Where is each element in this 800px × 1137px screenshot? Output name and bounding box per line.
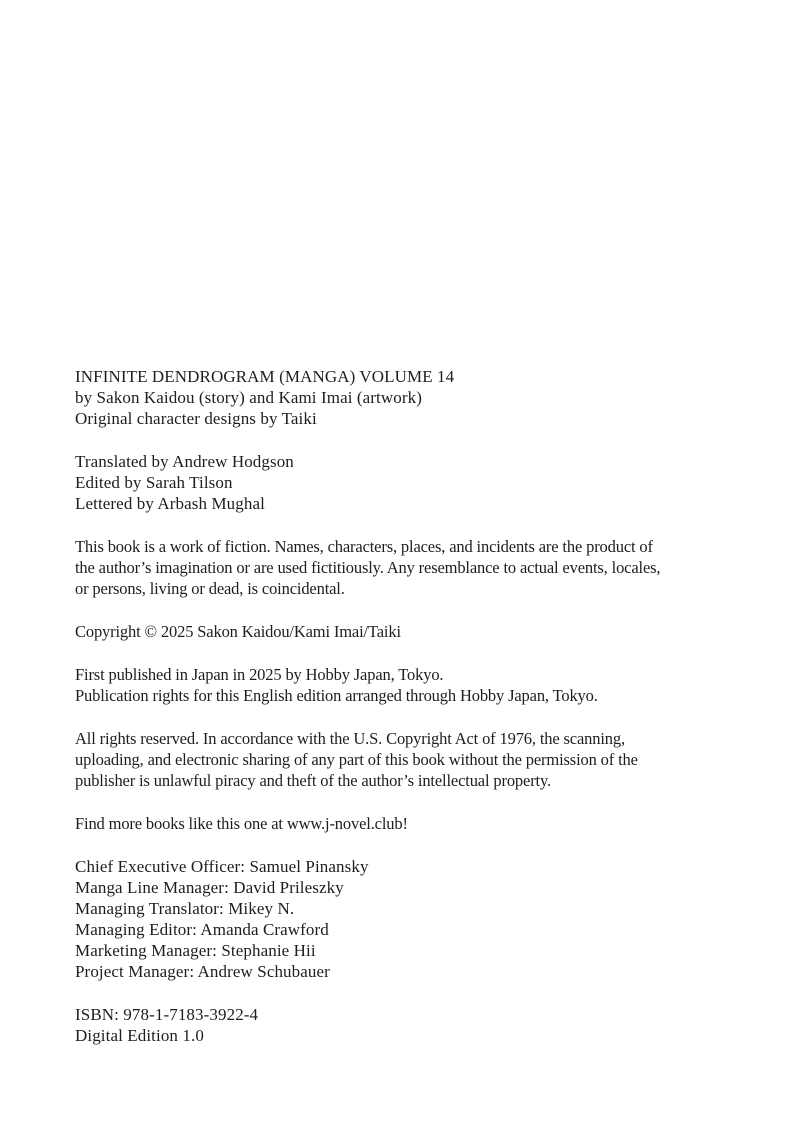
rights-notice-block — [75, 728, 740, 791]
book-title-block — [75, 366, 740, 429]
rights-notice-line: uploading, and electronic sharing of any part of this book without the permission of the — [75, 750, 638, 769]
character-designer-credit: Original character designs by Taiki — [75, 409, 317, 428]
isbn-line: ISBN: 978-1-7183-3922-4 — [75, 1005, 259, 1024]
copyright-block — [75, 621, 740, 642]
disclaimer-line: or persons, living or dead, is coincidental. — [75, 579, 345, 598]
rights-notice-line: All rights reserved. In accordance with the U.S. Copyright Act of 1976, the scanning, — [75, 729, 625, 748]
book-authors: by Sakon Kaidou (story) and Kami Imai (artwork) — [75, 388, 422, 407]
ceo-credit: Chief Executive Officer: Samuel Pinansky — [75, 857, 369, 876]
manga-line-manager-credit: Manga Line Manager: David Prileszky — [75, 878, 344, 897]
fiction-disclaimer-block — [75, 536, 740, 599]
localization-credits-block — [75, 451, 740, 514]
first-published-line: First published in Japan in 2025 by Hobby Japan, Tokyo. — [75, 665, 444, 684]
promo-line: Find more books like this one at www.j-novel.club! — [75, 814, 408, 833]
translator-credit: Translated by Andrew Hodgson — [75, 452, 294, 471]
letterer-credit: Lettered by Arbash Mughal — [75, 494, 265, 513]
disclaimer-line: the author’s imagination or are used fictitiously. Any resemblance to actual events, locales, — [75, 558, 661, 577]
rights-notice-line: publisher is unlawful piracy and theft of the author’s intellectual property. — [75, 771, 551, 790]
project-manager-credit: Project Manager: Andrew Schubauer — [75, 962, 330, 981]
edition-info-block — [75, 1004, 740, 1046]
digital-edition-line: Digital Edition 1.0 — [75, 1026, 204, 1045]
managing-editor-credit: Managing Editor: Amanda Crawford — [75, 920, 329, 939]
publication-rights-line: Publication rights for this English edition arranged through Hobby Japan, Tokyo. — [75, 686, 598, 705]
editor-credit: Edited by Sarah Tilson — [75, 473, 233, 492]
managing-translator-credit: Managing Translator: Mikey N. — [75, 899, 295, 918]
marketing-manager-credit: Marketing Manager: Stephanie Hii — [75, 941, 316, 960]
staff-credits-block — [75, 856, 740, 982]
copyright-notice: Copyright © 2025 Sakon Kaidou/Kami Imai/Taiki — [75, 622, 401, 641]
book-title: INFINITE DENDROGRAM (MANGA) VOLUME 14 — [75, 367, 455, 386]
publication-block — [75, 664, 740, 706]
disclaimer-line: This book is a work of fiction. Names, characters, places, and incidents are the product of — [75, 537, 653, 556]
promo-block — [75, 813, 740, 834]
